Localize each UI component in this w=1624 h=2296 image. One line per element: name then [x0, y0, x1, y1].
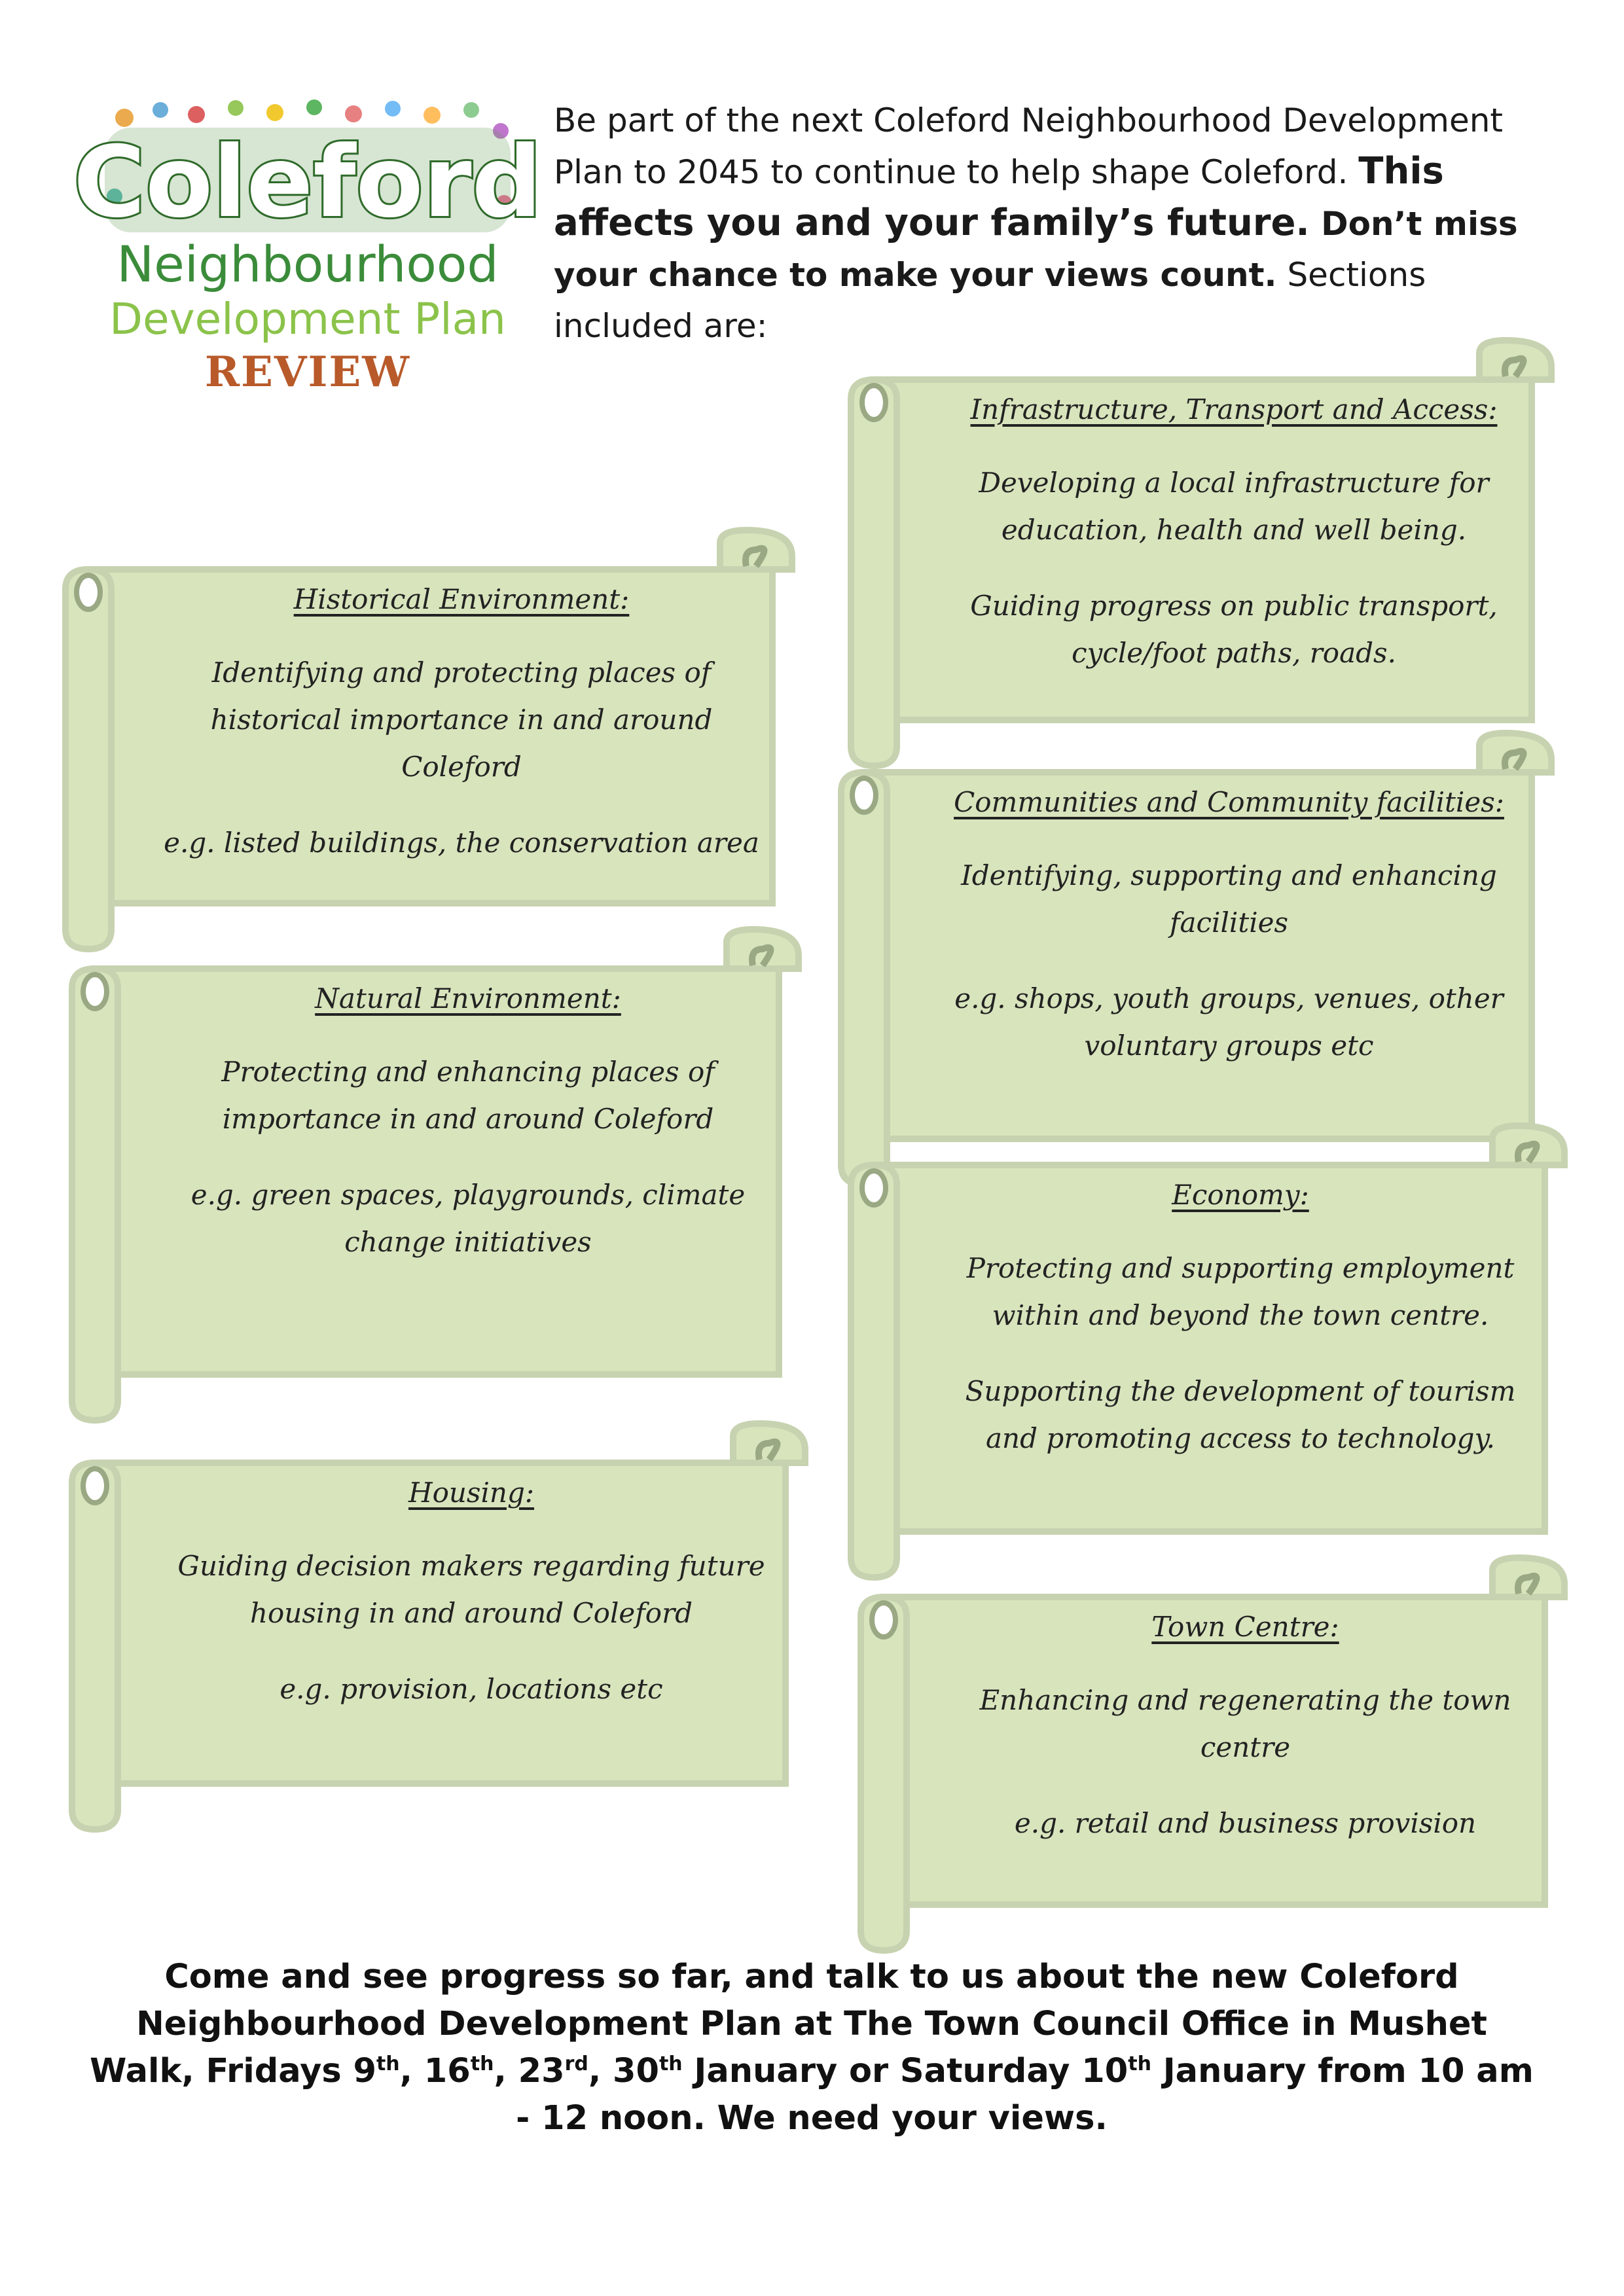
- scroll-infrastructure: [851, 340, 1564, 766]
- scroll-historical-environment: [65, 530, 805, 949]
- section-text: Developing a local infrastructure for education, health and well being.: [979, 467, 1489, 546]
- section-text: Guiding progress on public transport, cycle/foot paths, roads.: [970, 590, 1498, 669]
- footer-text: , 16: [399, 2052, 471, 2090]
- scroll-economy: [851, 1126, 1578, 1577]
- scroll-roll-end: [83, 975, 107, 1009]
- scroll-left-roll: [861, 1597, 907, 1950]
- intro-part-4: Sections included are:: [554, 256, 1426, 345]
- footer-sup: th: [376, 2053, 400, 2075]
- event-details: [79, 1954, 1545, 2142]
- scroll-roll-end: [872, 1603, 895, 1637]
- footer-text: , 23: [494, 2052, 565, 2090]
- footer-text: Come and see progress so far, and talk to us about the new Coleford Neighbourhood Development Plan at The Town Council Office in Mushet Walk, Fridays 9: [90, 1958, 1487, 2090]
- section-text: Identifying, supporting and enhancing facilities: [961, 859, 1497, 939]
- footer-sup: rd: [564, 2053, 588, 2075]
- scroll-roll-end: [83, 1469, 107, 1503]
- logo-graphic: [73, 92, 542, 399]
- scroll-left-roll: [851, 1165, 897, 1577]
- footer-sup: th: [1128, 2053, 1151, 2075]
- scroll-left-roll: [72, 969, 118, 1420]
- logo-review: REVIEW: [204, 348, 411, 397]
- scroll-communities: [841, 733, 1564, 1185]
- section-title: Infrastructure, Transport and Access:: [970, 393, 1498, 425]
- intro-part-2: This affects you and your family’s future.: [554, 150, 1444, 244]
- section-text: Protecting and enhancing places of importance in and around Coleford: [221, 1056, 715, 1135]
- section-text: Guiding decision makers regarding future housing in and around Coleford: [177, 1550, 765, 1629]
- section-title: Natural Environment:: [315, 982, 621, 1014]
- section-title: Historical Environment:: [293, 583, 630, 615]
- intro-part-3: Don’t miss your chance to make your views count.: [554, 205, 1518, 294]
- scroll-left-roll: [851, 380, 897, 766]
- section-text: Identifying and protecting places of historical importance in and around Coleford: [210, 656, 713, 783]
- section-text: e.g. green spaces, playgrounds, climate change initiatives: [190, 1179, 746, 1258]
- footer-sup: th: [659, 2053, 683, 2075]
- section-text: Supporting the development of tourism and promoting access to technology.: [965, 1375, 1516, 1454]
- scroll-left-roll: [841, 772, 887, 1185]
- coleford-ndp-logo: [73, 92, 542, 399]
- logo-subtitle-2: Development Plan: [109, 294, 506, 344]
- section-title: Economy:: [1172, 1179, 1309, 1211]
- scroll-roll-end: [862, 1171, 886, 1205]
- section-title: Housing:: [408, 1477, 535, 1509]
- section-text: e.g. shops, youth groups, venues, other voluntary groups etc: [954, 982, 1504, 1062]
- section-title: Communities and Community facilities:: [954, 786, 1504, 818]
- scroll-roll-end: [852, 778, 876, 812]
- footer-text: January or Saturday 10: [682, 2052, 1128, 2090]
- scroll-left-roll: [72, 1463, 118, 1829]
- section-text: Protecting and supporting employment within and beyond the town centre.: [966, 1252, 1515, 1331]
- intro-part-1: Be part of the next Coleford Neighbourhood Development Plan to 2045 to continue to help shape Coleford.: [554, 101, 1504, 191]
- scroll-roll-end: [862, 386, 886, 420]
- section-text: Enhancing and regenerating the town centre: [979, 1684, 1511, 1763]
- section-text: e.g. provision, locations etc: [280, 1673, 663, 1705]
- footer-text: , 30: [588, 2052, 659, 2090]
- scroll-town-centre: [861, 1558, 1578, 1950]
- intro-text: [554, 95, 1549, 351]
- scroll-roll-end: [77, 575, 100, 609]
- scroll-natural-environment: [72, 929, 812, 1420]
- section-text: e.g. retail and business provision: [1014, 1807, 1477, 1839]
- section-text: e.g. listed buildings, the conservation area: [164, 827, 759, 859]
- scroll-housing: [72, 1424, 818, 1829]
- section-title: Town Centre:: [1151, 1611, 1339, 1643]
- scroll-left-roll: [65, 569, 111, 949]
- footer-sup: th: [470, 2053, 494, 2075]
- logo-title: Coleford: [73, 126, 542, 240]
- logo-subtitle-1: Neighbourhood: [117, 235, 499, 293]
- footer-text: January from 10 am - 12 noon. We need your views.: [516, 2052, 1534, 2138]
